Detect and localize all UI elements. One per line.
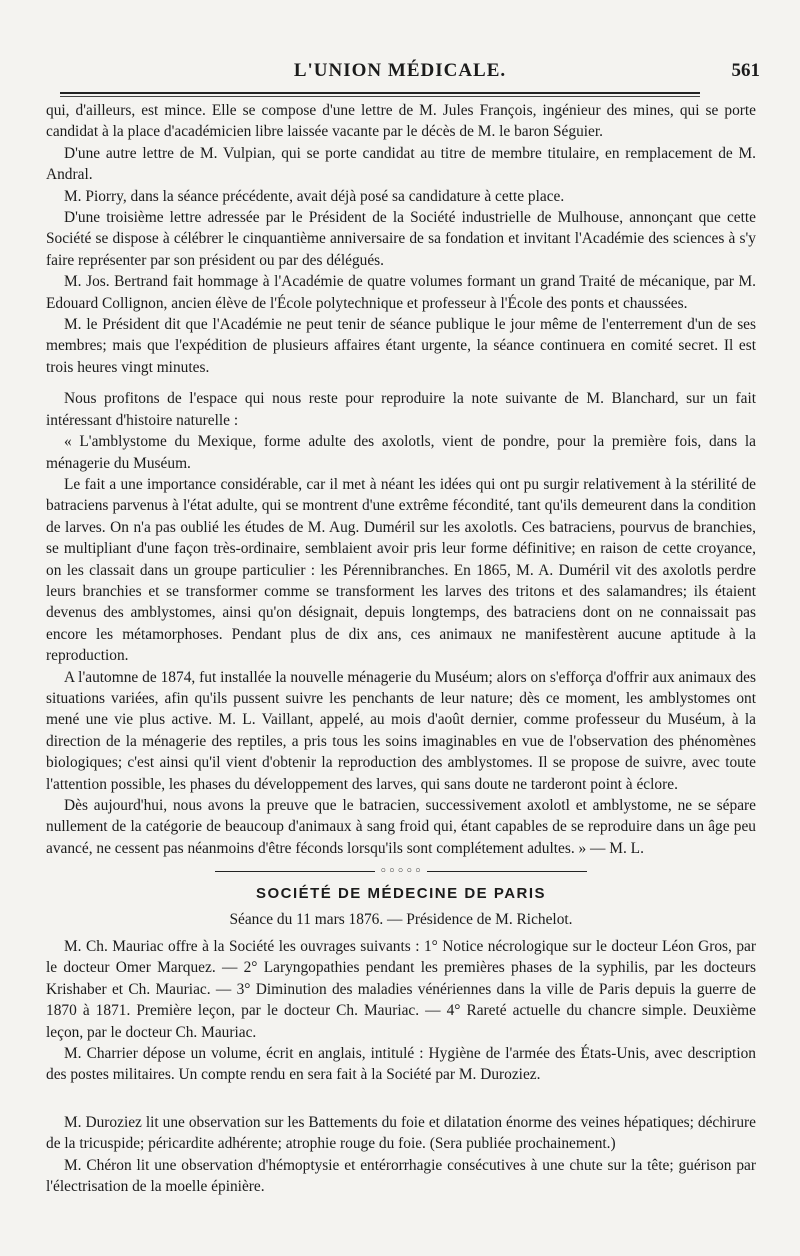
running-title: L'UNION MÉDICALE.: [293, 60, 507, 81]
divider-ornament: ◦◦◦◦◦: [379, 863, 423, 879]
page-number: 561: [731, 60, 760, 81]
article-body: [46, 100, 756, 1198]
paragraph: M. Chéron lit une observation d'hémoptysie et entérorrhagie consécutives à une chute sur la tête; guérison par l'électrisation de la moelle épinière.: [46, 1156, 756, 1196]
paragraph-gap: [46, 378, 756, 388]
paragraph-gap: [46, 1086, 756, 1112]
paragraph: Dès aujourd'hui, nous avons la preuve que le batracien, successivement axolotl et amblystome, ne se sépare nullement de la catégorie de beaucoup d'animaux à sang froid qui, étant capables de se reproduire dans un âge peu avancé, ne cessent pas néanmoins d'être féconds lorsqu'ils sont complétement adultes. » — M. L.: [46, 797, 756, 857]
paragraph: M. le Président dit que l'Académie ne peut tenir de séance publique le jour même de l'enterrement d'un de ses membres; mais que l'expédition de plusieurs affaires étant urgente, la séance continuera en comité secret. Il est trois heures vingt minutes.: [46, 316, 756, 376]
paragraph: D'une troisième lettre adressée par le Président de la Société industrielle de Mulhouse, annonçant que cette Société se dispose à célébrer le cinquantième anniversaire de sa fondation et invitant l'Académie des sciences à s'y faire représenter par son président ou par des délégués.: [46, 209, 756, 269]
paragraph: qui, d'ailleurs, est mince. Elle se compose d'une lettre de M. Jules François, ingénieur des mines, qui se porte candidat à la place d'académicien libre laissée vacante par le décès de M. le baron Séguier.: [46, 102, 756, 141]
paragraph: M. Duroziez lit une observation sur les Battements du foie et dilatation énorme des veines hépatiques; déchirure de la tricuspide; péricardite adhérente; atrophie rouge du foie. (Sera publiée prochainement.): [46, 1113, 756, 1153]
paragraph: A l'automne de 1874, fut installée la nouvelle ménagerie du Muséum; alors on s'efforça d'offrir aux animaux des situations variées, afin qu'ils pussent suivre les penchants de leur nature; dès ce moment, les amblystomes ont mené une vie plus active. M. L. Vaillant, appelé, au mois d'août dernier, comme professeur du Muséum, à la direction de la ménagerie des reptiles, a pris tous les soins imaginables en vue de l'observation des phénomènes biologiques; c'est ainsi qu'il vient d'obtenir la reproduction des amblystomes. Il se propose de suivre, avec toute l'attention possible, les phases du développement des larves, qui sans doute ne tarderont point à éclore.: [46, 668, 756, 793]
header-rule: [60, 92, 700, 94]
paragraph: M. Piorry, dans la séance précédente, avait déjà posé sa candidature à cette place.: [64, 187, 565, 205]
session-line: Séance du 11 mars 1876. — Présidence de M. Richelot.: [229, 910, 573, 928]
section-title: SOCIÉTÉ DE MÉDECINE DE PARIS: [255, 885, 547, 903]
section-divider: [46, 861, 756, 881]
header-rule-thin: [60, 96, 700, 97]
paragraph: D'une autre lettre de M. Vulpian, qui se porte candidat au titre de membre titulaire, en remplacement de M. Andral.: [46, 144, 756, 184]
divider-line-right: [427, 871, 587, 872]
paragraph: Nous profitons de l'espace qui nous reste pour reproduire la note suivante de M. Blanchard, sur un fait intéressant d'histoire naturelle :: [46, 390, 756, 429]
paragraph: M. Ch. Mauriac offre à la Société les ouvrages suivants : 1° Notice nécrologique sur le docteur Léon Gros, par le docteur Omer Marquez. — 2° Laryngopathies pendant les premières phases de la syphilis, par les docteurs Krishaber et Ch. Mauriac. — 3° Diminution des maladies vénériennes dans la ville de Paris depuis la guerre de 1870 à 1871. Première leçon, par le docteur Ch. Mauriac. — 4° Rareté actuelle du chancre simple. Deuxième leçon, par le docteur Ch. Mauriac.: [46, 938, 756, 1041]
divider-line-left: [215, 871, 375, 872]
paragraph: M. Charrier dépose un volume, écrit en anglais, intitulé : Hygiène de l'armée des États-Unis, avec description des postes militaires. Un compte rendu en sera fait à la Société par M. Duroziez.: [46, 1045, 756, 1084]
paragraph: M. Jos. Bertrand fait hommage à l'Académie de quatre volumes formant un grand Traité de mécanique, par M. Edouard Collignon, ancien élève de l'École polytechnique et professeur à l'École des ponts et chaussées.: [46, 273, 756, 312]
paragraph: Le fait a une importance considérable, car il met à néant les idées qui ont pu surgir relativement à la stérilité de batraciens parvenus à l'état adulte, qui se montrent d'une extrême fécondité, tant qu'ils demeurent dans la condition de larves. On n'a pas oublié les études de M. Aug. Duméril sur les axolotls. Ces batraciens, pourvus de branchies, se multipliant d'une façon très-ordinaire, semblaient avoir pris leur forme définitive; en raison de cette croyance, on les classait dans un groupe particulier : les Pérennibranches. En 1865, M. A. Duméril vit des axolotls perdre leurs branchies et se transformer comme se transforment les larves des tritons et des salamandres; ils étaient devenus des amblystomes, ainsi qu'on désignait, depuis longtemps, des batraciens dont on ne connaissait pas encore les métamorphoses. Pendant plus de dix ans, ces animaux ne manifestèrent aucune aptitude à la reproduction.: [46, 475, 756, 665]
page-header: [40, 52, 760, 88]
paragraph: « L'amblystome du Mexique, forme adulte des axolotls, vient de pondre, pour la première fois, dans la ménagerie du Muséum.: [46, 433, 756, 472]
